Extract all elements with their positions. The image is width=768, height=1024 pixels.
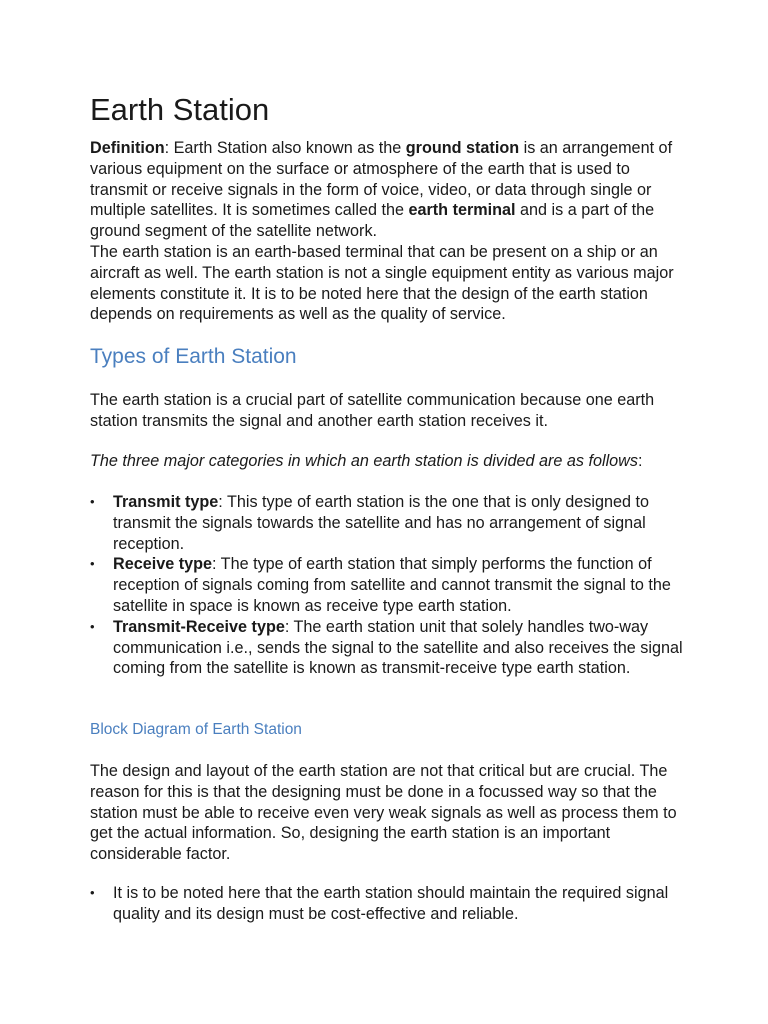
notes-list [90,883,690,925]
bullet-icon: • [90,494,95,509]
types-list [90,492,690,679]
types-intro-paragraph: The earth station is a crucial part of satellite communication because one earth station transmits the signal and another earth station receives it. [90,391,655,430]
page-title: Earth Station [90,92,270,127]
list-item-transmit-receive-type: • Transmit-Receive type: The earth station unit that solely handles two-way communication i.e., sends the signal to the satellite and also receives the signal coming from the satellite is known as transmit-receive type earth station. [90,617,683,678]
definition-section [90,138,690,325]
bullet-icon: • [90,618,95,634]
definition-paragraph: Definition: Earth Station also known as the ground station is an arrangement of various equipment on the surface or atmosphere of the earth that is used to transmit or receive signals in the form of voice, video, or data through single or multiple satellites. It is sometimes called the earth terminal and is a part of the ground segment of the satellite network. [90,139,673,241]
types-heading: Types of Earth Station [90,345,297,368]
bullet-icon: • [90,885,95,900]
term-ground-station: ground station [405,139,520,157]
list-item-transmit-type: • Transmit type: This type of earth station is the one that is only designed to transmit the signals towards the satellite and has no arrangement of signal reception. [90,493,649,553]
term-earth-terminal: earth terminal [408,201,516,220]
definition-paragraph-2: The earth station is an earth-based terminal that can be present on a ship or an aircraft as well. The earth station is not a single equipment entity as various major elements constitute it. It is to be noted here that the design of the earth station depends on requirements as well as the quality of service. [90,242,674,324]
definition-label: Definition [90,139,165,157]
categories-intro: The three major categories in which an earth station is divided are as follows: [90,452,643,470]
design-paragraph: The design and layout of the earth station are not that critical but are crucial. The reason for this is that the designing must be done in a focussed way so that the station must be able to receive even very weak signals as well as process them to get the actual information. So, designing the earth station is an important considerable factor. [90,762,677,864]
bullet-icon: • [90,556,95,572]
list-item-receive-type: • Receive type: The type of earth station that simply performs the function of reception of signals coming from satellite and cannot transmit the signal to the satellite in space is known as receive type earth station. [90,555,671,615]
list-item-note: • It is to be noted here that the earth station should maintain the required signal quality and its design must be cost-effective and reliable. [90,884,669,923]
block-diagram-heading: Block Diagram of Earth Station [90,721,302,738]
